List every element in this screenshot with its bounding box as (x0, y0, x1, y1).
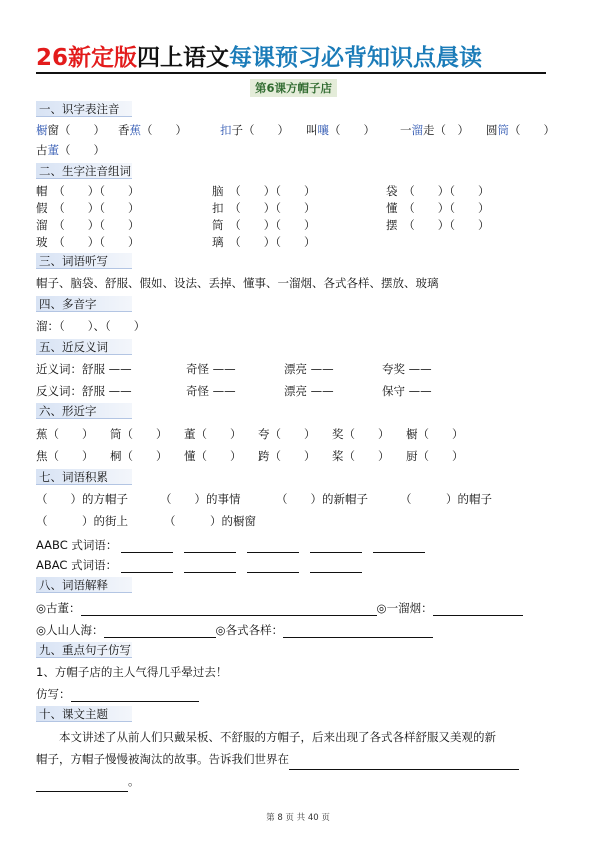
title-underline (36, 72, 546, 74)
abac-row (36, 557, 560, 573)
page-footer: 第 8 页 共 40 页 (266, 813, 330, 823)
pinyin-item: 香蕉（ ） (118, 123, 187, 137)
imitate-row: 仿写： (36, 686, 199, 702)
answer-line[interactable] (433, 603, 523, 616)
title-part2: 四上语文 (137, 45, 230, 71)
section-heading-9: 九、重点句子仿写 (36, 642, 132, 658)
answer-line[interactable] (71, 689, 199, 702)
answer-line[interactable] (184, 540, 236, 553)
answer-line[interactable] (121, 560, 173, 573)
section-heading-3: 三、词语听写 (36, 253, 132, 269)
key-sentence: 1、方帽子店的主人气得几乎晕过去！ (36, 665, 228, 679)
section-heading-10: 十、课文主题 (36, 706, 132, 722)
answer-line[interactable] (36, 779, 128, 792)
pinyin-item: 古董（ ） (36, 143, 105, 157)
similar-char-row: 焦（ ） 桐（ ） 懂（ ） 跨（ ） 桨（ ） 厨（ ） (36, 449, 464, 463)
aabc-row (36, 537, 560, 553)
lesson-title: 第6课方帽子店 (250, 79, 337, 97)
similar-char-row: 蕉（ ） 筒（ ） 董（ ） 夸（ ） 奖（ ） 橱（ ） (36, 427, 464, 441)
page-title (36, 44, 546, 74)
aabc-label: AABC 式词语： (36, 538, 118, 552)
char-row: 玻 （ ）（ ） 璃 （ ）（ ） (36, 235, 316, 249)
theme-paragraph: 本文讲述了从前人们只戴呆板、不舒服的方帽子，后来出现了各式各样舒服又美观的新 帽子，方帽子慢慢被淘汰的故事。告诉我们世界在 。 (36, 726, 560, 792)
section-heading-1: 一、识字表注音 (36, 101, 132, 117)
answer-line[interactable] (121, 540, 173, 553)
phrase-row: （ ）的方帽子 （ ）的事情 （ ）的新帽子 （ ）的帽子 (36, 492, 492, 506)
pinyin-item: 叫嚷（ ） (306, 123, 375, 137)
pinyin-item: 一溜走（ ） (400, 123, 469, 137)
answer-line[interactable] (247, 540, 299, 553)
char-row: 假 （ ）（ ） 扣 （ ）（ ） 懂 （ ）（ ） (36, 201, 490, 215)
section-heading-8: 八、词语解释 (36, 577, 132, 593)
section-heading-6: 六、形近字 (36, 403, 132, 419)
section-heading-7: 七、词语积累 (36, 469, 132, 485)
definition-row: ◎古董： ◎一溜烟： (36, 600, 560, 616)
pinyin-item: 圆筒（ ） (486, 123, 555, 137)
char-row: 帽 （ ）（ ） 脑 （ ）（ ） 袋 （ ）（ ） (36, 184, 490, 198)
title-part3: 每课预习必背知识点晨读 (229, 45, 483, 71)
polyphone-line: 溜：（ ）、（ ） (36, 319, 146, 333)
answer-line[interactable] (289, 757, 519, 770)
answer-line[interactable] (283, 625, 433, 638)
phrase-row: （ ）的街上 （ ）的橱窗 (36, 514, 256, 528)
dictation-words: 帽子、脑袋、舒服、假如、设法、丢掉、懂事、一溜烟、各式各样、摆放、玻璃 (36, 276, 439, 290)
synonym-row: 近义词：舒服 —— 奇怪 —— 漂亮 —— 夸奖 —— (36, 362, 432, 376)
answer-line[interactable] (310, 560, 362, 573)
pinyin-row-1 (36, 122, 560, 138)
answer-line[interactable] (104, 625, 216, 638)
pinyin-item: 扣子（ ） (220, 123, 289, 137)
abac-label: ABAC 式词语： (36, 558, 118, 572)
answer-line[interactable] (310, 540, 362, 553)
section-heading-4: 四、多音字 (36, 296, 132, 312)
section-heading-5: 五、近反义词 (36, 339, 132, 355)
antonym-row: 反义词：舒服 —— 奇怪 —— 漂亮 —— 保守 —— (36, 384, 432, 398)
section-heading-2: 二、生字注音组词 (36, 163, 132, 179)
definition-row: ◎人山人海： ◎各式各样： (36, 622, 560, 638)
title-part1: 26新定版 (36, 45, 138, 71)
char-row: 溜 （ ）（ ） 筒 （ ）（ ） 摆 （ ）（ ） (36, 218, 490, 232)
answer-line[interactable] (81, 603, 377, 616)
answer-line[interactable] (247, 560, 299, 573)
pinyin-item: 橱窗（ ） (36, 123, 105, 137)
answer-line[interactable] (373, 540, 425, 553)
answer-line[interactable] (184, 560, 236, 573)
